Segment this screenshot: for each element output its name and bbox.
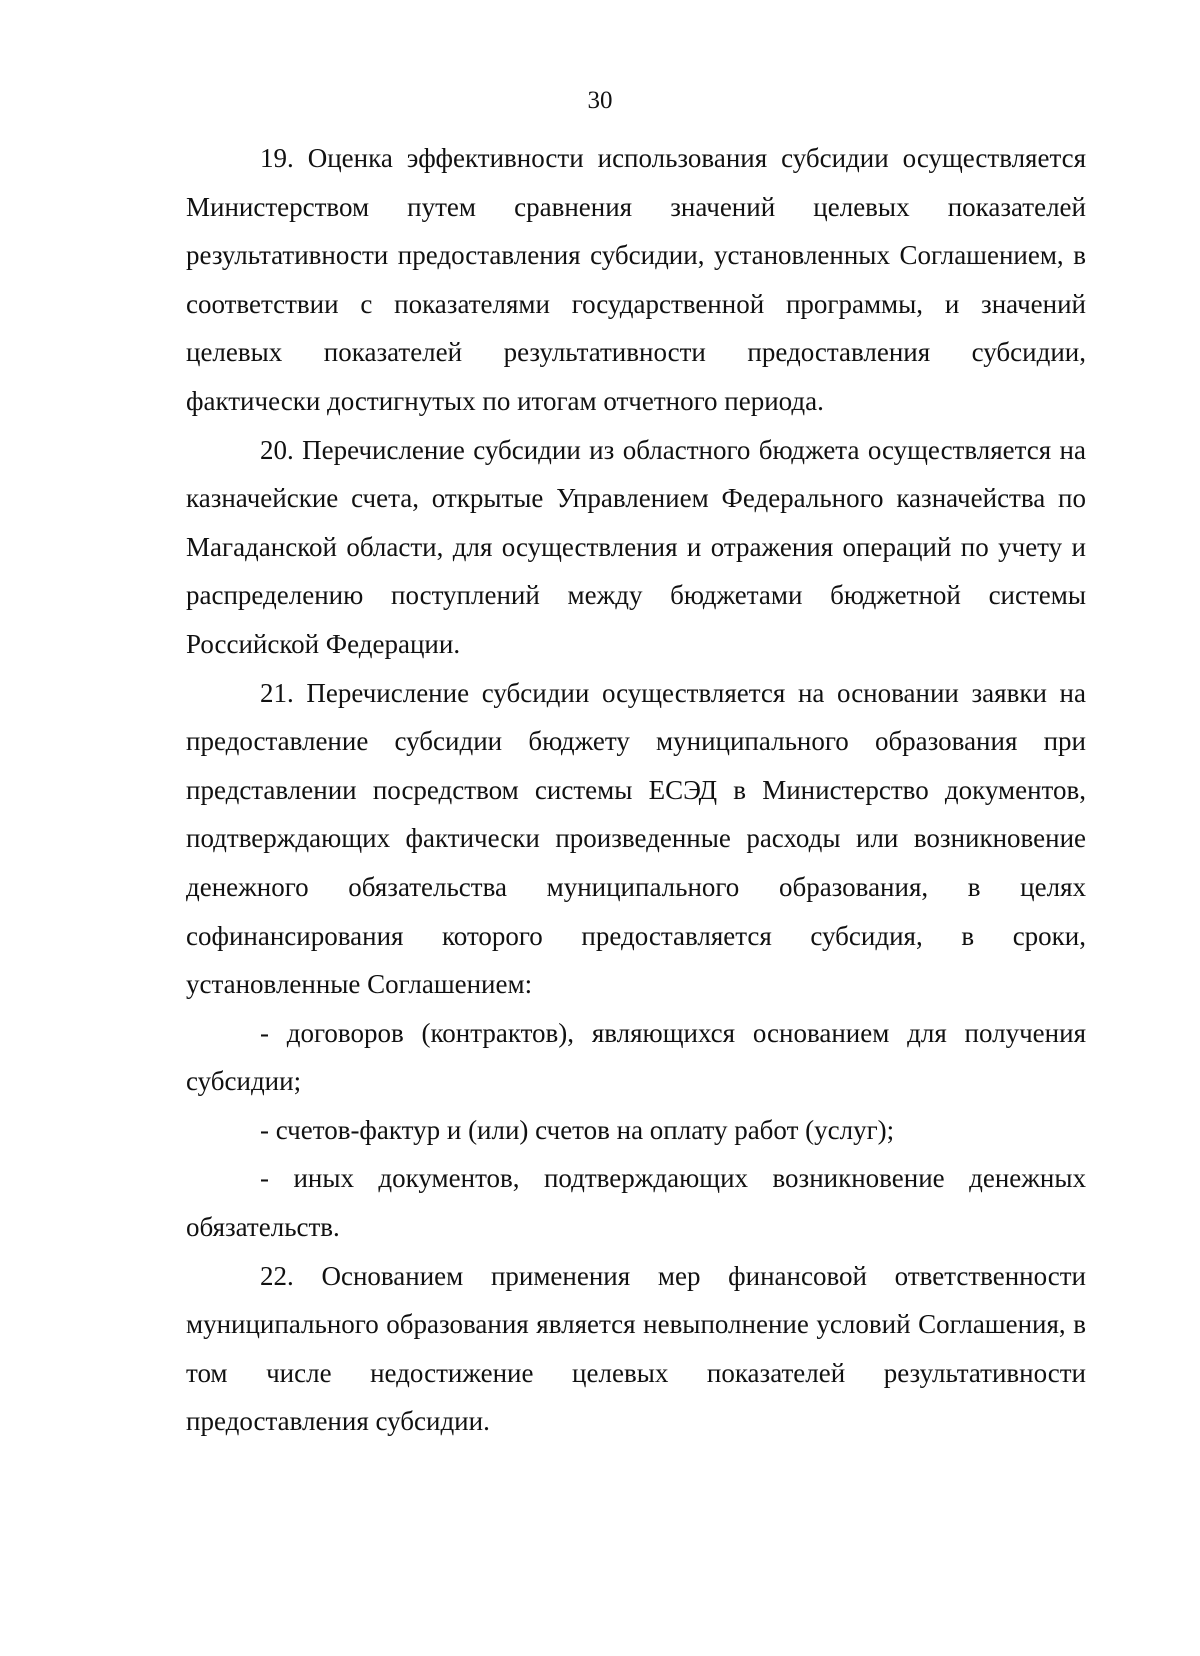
list-item-invoices: - счетов-фактур и (или) счетов на оплату работ (услуг); [260, 1114, 895, 1145]
paragraph-22: 22. Основанием применения мер финансовой ответственности муниципального образования является невыполнение условий Соглашения, в том числе недостижение целевых показателей результативности предоставления субсидии. [186, 1260, 1086, 1437]
paragraph-19: 19. Оценка эффективности использования субсидии осуществляется Министерством путем сравнения значений целевых показателей результативности предоставления субсидии, установленных Соглашением, в соответствии с показателями государственной программы, и значений целевых показателей результативности предоставления субсидии, фактически достигнутых по итогам отчетного периода. [186, 143, 1086, 416]
paragraph-21: 21. Перечисление субсидии осуществляется на основании заявки на предоставление субсидии бюджету муниципального образования при представлении посредством системы ЕСЭД в Министерство документов, подтверждающих фактически произведенные расходы или возникновение денежного обязательства муниципального образования, в целях софинансирования которого предоставляется субсидия, в сроки, установленные Соглашением: [186, 677, 1086, 1000]
document-body [186, 134, 1086, 1446]
list-item-contracts: - договоров (контрактов), являющихся основанием для получения субсидии; [186, 1017, 1086, 1097]
list-item-other-documents: - иных документов, подтверждающих возникновение денежных обязательств. [186, 1163, 1086, 1243]
page-number: 30 [587, 87, 613, 114]
paragraph-20: 20. Перечисление субсидии из областного бюджета осуществляется на казначейские счета, открытые Управлением Федерального казначейства по Магаданской области, для осуществления и отражения операций по учету и распределению поступлений между бюджетами бюджетной системы Российской Федерации. [186, 434, 1086, 659]
